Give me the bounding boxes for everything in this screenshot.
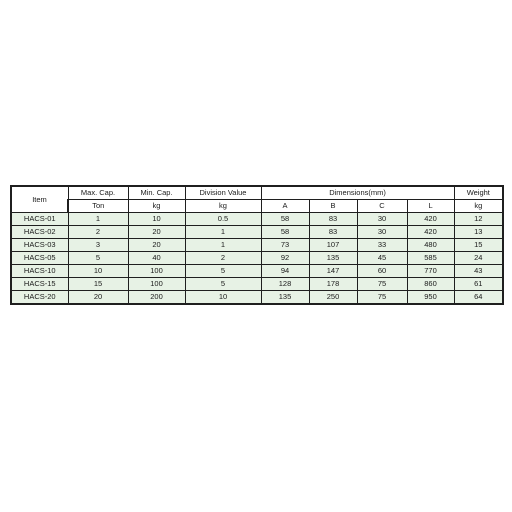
- cell-weight: 61: [454, 278, 503, 291]
- header-max-cap: Max. Cap.: [68, 186, 128, 200]
- cell-dim-l: 585: [407, 252, 454, 265]
- cell-division-value: 10: [185, 291, 261, 305]
- cell-dim-c: 33: [357, 239, 407, 252]
- cell-max-cap: 2: [68, 226, 128, 239]
- cell-weight: 15: [454, 239, 503, 252]
- cell-dim-a: 58: [261, 213, 309, 226]
- cell-division-value: 2: [185, 252, 261, 265]
- cell-dim-c: 45: [357, 252, 407, 265]
- cell-dim-l: 480: [407, 239, 454, 252]
- cell-dim-l: 420: [407, 226, 454, 239]
- unit-max-cap: Ton: [68, 200, 128, 213]
- cell-max-cap: 3: [68, 239, 128, 252]
- cell-dim-b: 178: [309, 278, 357, 291]
- header-row: [11, 186, 503, 200]
- unit-division-value: kg: [185, 200, 261, 213]
- cell-item: HACS-02: [11, 226, 68, 239]
- table-row: [11, 213, 503, 226]
- unit-dim-a: A: [261, 200, 309, 213]
- cell-division-value: 5: [185, 265, 261, 278]
- table-row: [11, 226, 503, 239]
- cell-weight: 12: [454, 213, 503, 226]
- cell-dim-b: 83: [309, 226, 357, 239]
- unit-min-cap: kg: [128, 200, 185, 213]
- cell-min-cap: 100: [128, 278, 185, 291]
- cell-item: HACS-20: [11, 291, 68, 305]
- cell-weight: 64: [454, 291, 503, 305]
- cell-item: HACS-10: [11, 265, 68, 278]
- header-item: Item: [11, 186, 68, 213]
- unit-dim-l: L: [407, 200, 454, 213]
- table-row: [11, 278, 503, 291]
- cell-dim-a: 58: [261, 226, 309, 239]
- table-row: [11, 239, 503, 252]
- cell-dim-a: 92: [261, 252, 309, 265]
- cell-item: HACS-05: [11, 252, 68, 265]
- cell-max-cap: 15: [68, 278, 128, 291]
- unit-dim-b: B: [309, 200, 357, 213]
- cell-max-cap: 10: [68, 265, 128, 278]
- cell-min-cap: 20: [128, 239, 185, 252]
- header-division-value: Division Value: [185, 186, 261, 200]
- cell-item: HACS-15: [11, 278, 68, 291]
- cell-max-cap: 5: [68, 252, 128, 265]
- header-min-cap: Min. Cap.: [128, 186, 185, 200]
- cell-dim-c: 75: [357, 291, 407, 305]
- cell-dim-b: 107: [309, 239, 357, 252]
- units-row: [11, 200, 503, 213]
- cell-min-cap: 10: [128, 213, 185, 226]
- cell-dim-c: 30: [357, 226, 407, 239]
- cell-min-cap: 40: [128, 252, 185, 265]
- cell-dim-a: 135: [261, 291, 309, 305]
- cell-item: HACS-03: [11, 239, 68, 252]
- table-row: [11, 265, 503, 278]
- cell-division-value: 5: [185, 278, 261, 291]
- cell-dim-c: 75: [357, 278, 407, 291]
- cell-item: HACS-01: [11, 213, 68, 226]
- cell-dim-l: 950: [407, 291, 454, 305]
- cell-dim-b: 147: [309, 265, 357, 278]
- cell-division-value: 1: [185, 239, 261, 252]
- unit-dim-c: C: [357, 200, 407, 213]
- cell-division-value: 1: [185, 226, 261, 239]
- table-row: [11, 252, 503, 265]
- cell-dim-l: 420: [407, 213, 454, 226]
- table-row: [11, 291, 503, 305]
- cell-min-cap: 20: [128, 226, 185, 239]
- unit-weight: kg: [454, 200, 503, 213]
- cell-dim-c: 30: [357, 213, 407, 226]
- cell-max-cap: 1: [68, 213, 128, 226]
- cell-dim-l: 860: [407, 278, 454, 291]
- cell-dim-b: 83: [309, 213, 357, 226]
- cell-min-cap: 100: [128, 265, 185, 278]
- cell-dim-a: 73: [261, 239, 309, 252]
- cell-min-cap: 200: [128, 291, 185, 305]
- cell-dim-b: 250: [309, 291, 357, 305]
- cell-max-cap: 20: [68, 291, 128, 305]
- cell-weight: 13: [454, 226, 503, 239]
- cell-dim-a: 128: [261, 278, 309, 291]
- header-weight: Weight: [454, 186, 503, 200]
- cell-division-value: 0.5: [185, 213, 261, 226]
- cell-dim-l: 770: [407, 265, 454, 278]
- cell-weight: 43: [454, 265, 503, 278]
- cell-dim-b: 135: [309, 252, 357, 265]
- header-dimensions: Dimensions(mm): [261, 186, 454, 200]
- cell-dim-a: 94: [261, 265, 309, 278]
- cell-dim-c: 60: [357, 265, 407, 278]
- spec-table: [10, 185, 504, 305]
- cell-weight: 24: [454, 252, 503, 265]
